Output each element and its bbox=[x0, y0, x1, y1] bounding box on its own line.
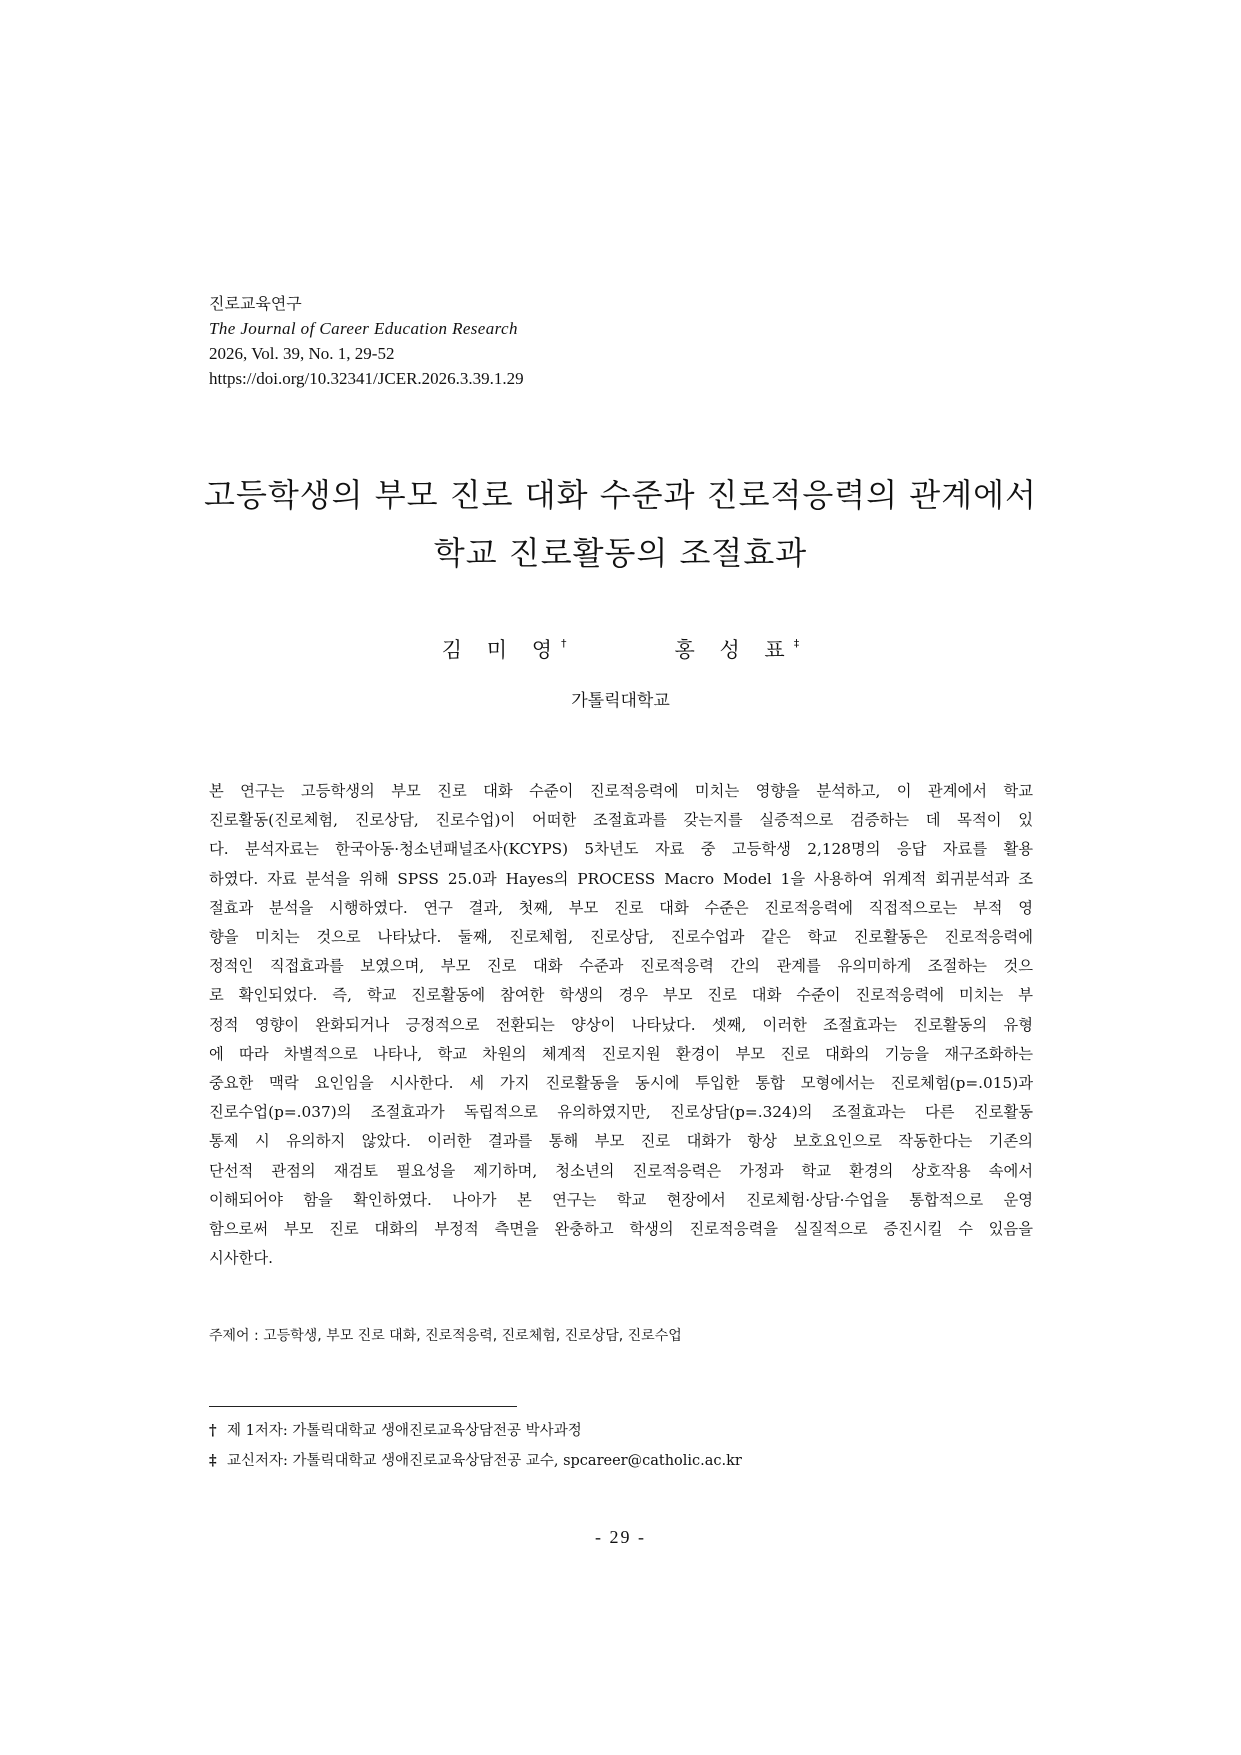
abstract-line: 에 따라 차별적으로 나타나, 학교 차원의 체계적 진로지원 환경이 부모 진로 대화의 기능을 재구조화하는 bbox=[209, 1044, 1033, 1063]
abstract-line: 진로수업(p=.037)의 조절효과가 독립적으로 유의하였지만, 진로상담(p=.324)의 조절효과는 다른 진로활동 bbox=[209, 1103, 1033, 1122]
keywords: 주제어 : 고등학생, 부모 진로 대화, 진로적응력, 진로체험, 진로상담, 진로수업 bbox=[209, 1328, 682, 1344]
abstract bbox=[209, 777, 1033, 1273]
abstract-line: 통제 시 유의하지 않았다. 이러한 결과를 통해 부모 진로 대화가 항상 보호요인으로 작동한다는 기존의 bbox=[209, 1132, 1033, 1151]
dagger-mark: † bbox=[209, 1422, 217, 1439]
abstract-line: 함으로써 부모 진로 대화의 부정적 측면을 완충하고 학생의 진로적응력을 실질적으로 증진시킬 수 있음을 bbox=[209, 1220, 1033, 1239]
affiliation: 가톨릭대학교 bbox=[571, 691, 670, 711]
abstract-line: 하였다. 자료 분석을 위해 SPSS 25.0과 Hayes의 PROCESS Macro Model 1을 사용하여 위계적 회귀분석과 조 bbox=[209, 869, 1033, 888]
abstract-line: 진로활동(진로체험, 진로상담, 진로수업)이 어떠한 조절효과를 갖는지를 실증적으로 검증하는 데 목적이 있 bbox=[209, 811, 1033, 830]
footnote-corresponding-author: ‡ 교신저자: 가톨릭대학교 생애진로교육상담전공 교수, spcareer@catholic.ac.kr bbox=[209, 1446, 1033, 1476]
abstract-line: 시사한다. bbox=[209, 1249, 273, 1268]
double-dagger-mark: ‡ bbox=[209, 1452, 217, 1469]
abstract-line: 본 연구는 고등학생의 부모 진로 대화 수준이 진로적응력에 미치는 영향을 분석하고, 이 관계에서 학교 bbox=[209, 782, 1033, 800]
abstract-line: 중요한 맥락 요인임을 시사한다. 세 가지 진로활동을 동시에 투입한 통합 모형에서는 진로체험(p=.015)과 bbox=[209, 1074, 1033, 1093]
abstract-line: 단선적 관점의 재검토 필요성을 제기하며, 청소년의 진로적응력은 가정과 학교 환경의 상호작용 속에서 bbox=[209, 1161, 1033, 1180]
journal-name-english: The Journal of Career Education Research bbox=[209, 319, 518, 338]
author-mark-dagger: † bbox=[561, 637, 567, 650]
journal-name-korean: 진로교육연구 bbox=[209, 294, 302, 313]
doi-link[interactable]: https://doi.org/10.32341/JCER.2026.3.39.1.29 bbox=[209, 369, 524, 388]
page-number: - 29 - bbox=[595, 1527, 646, 1547]
journal-header bbox=[209, 291, 809, 391]
author-mark-double-dagger: ‡ bbox=[793, 637, 800, 650]
title-line-2: 학교 진로활동의 조절효과 bbox=[433, 534, 808, 572]
abstract-line: 정적 영향이 완화되거나 긍정적으로 전환되는 양상이 나타났다. 셋째, 이러한 조절효과는 진로활동의 유형 bbox=[209, 1015, 1033, 1034]
abstract-line: 이해되어야 함을 확인하였다. 나아가 본 연구는 학교 현장에서 진로체험·상담·수업을 통합적으로 운영 bbox=[209, 1190, 1033, 1209]
abstract-line: 향을 미치는 것으로 나타났다. 둘째, 진로체험, 진로상담, 진로수업과 같은 학교 진로활동은 진로적응력에 bbox=[209, 928, 1033, 947]
footnotes bbox=[209, 1416, 1033, 1476]
paper-title bbox=[150, 466, 1091, 582]
footnote-first-author: † 제 1저자: 가톨릭대학교 생애진로교육상담전공 박사과정 bbox=[209, 1416, 1033, 1446]
abstract-line: 다. 분석자료는 한국아동·청소년패널조사(KCYPS) 5차년도 자료 중 고등학생 2,128명의 응답 자료를 활용 bbox=[209, 840, 1033, 859]
title-line-1: 고등학생의 부모 진로 대화 수준과 진로적응력의 관계에서 bbox=[204, 476, 1037, 514]
author-corresponding: 홍 성 표‡ bbox=[674, 637, 800, 662]
journal-volume: 2026, Vol. 39, No. 1, 29-52 bbox=[209, 344, 395, 363]
abstract-line: 로 확인되었다. 즉, 학교 진로활동에 참여한 학생의 경우 부모 진로 대화 수준이 진로적응력에 미치는 부 bbox=[209, 986, 1033, 1005]
abstract-line: 절효과 분석을 시행하였다. 연구 결과, 첫째, 부모 진로 대화 수준은 진로적응력에 직접적으로는 부적 영 bbox=[209, 898, 1033, 917]
abstract-line: 정적인 직접효과를 보였으며, 부모 진로 대화 수준과 진로적응력 간의 관계를 유의미하게 조절하는 것으 bbox=[209, 957, 1033, 976]
author-list bbox=[150, 634, 1091, 664]
footnote-divider bbox=[209, 1406, 517, 1407]
author-first: 김 미 영† bbox=[441, 637, 567, 662]
